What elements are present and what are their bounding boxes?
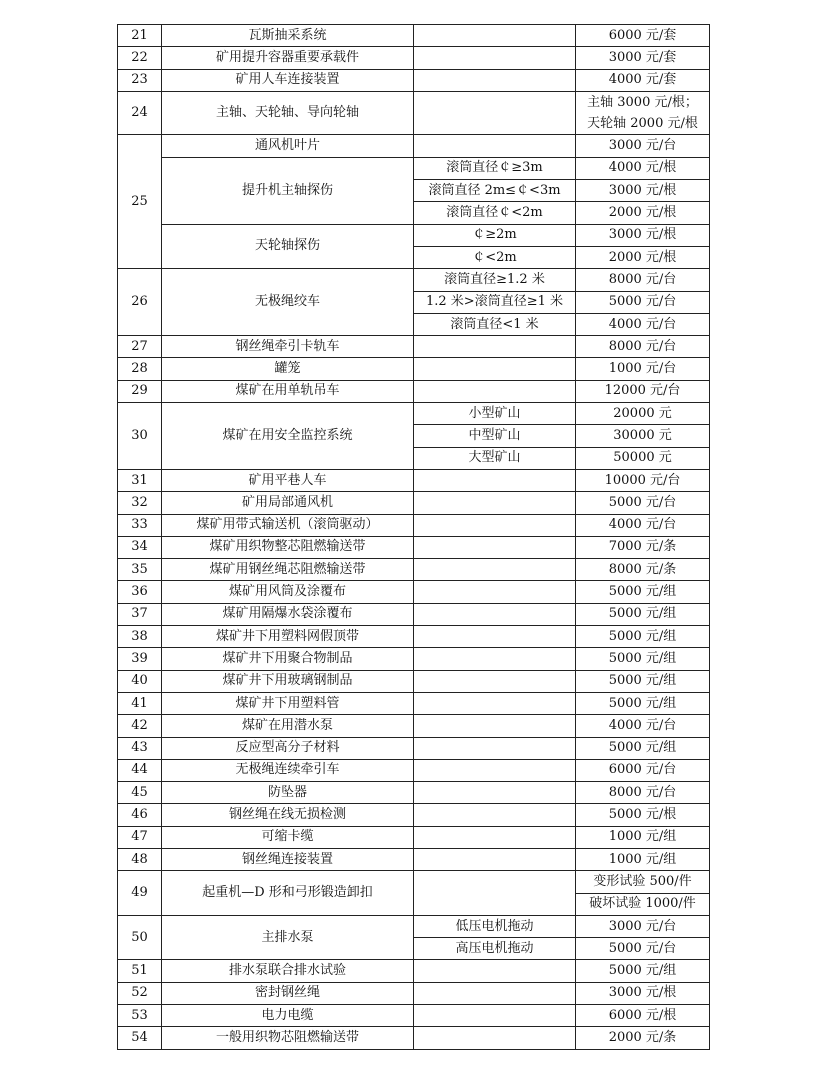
table-row	[118, 1027, 710, 1049]
table-row	[118, 514, 710, 536]
item-fee: 4000 元/根	[576, 157, 710, 179]
item-name: 煤矿用隔爆水袋涂覆布	[162, 603, 414, 625]
item-sub	[414, 559, 576, 581]
item-sub	[414, 692, 576, 714]
item-no: 21	[118, 25, 162, 47]
item-no: 34	[118, 536, 162, 558]
item-name: 一般用织物芯阻燃输送带	[162, 1027, 414, 1049]
item-no: 39	[118, 648, 162, 670]
item-name: 煤矿用织物整芯阻燃输送带	[162, 536, 414, 558]
item-no: 42	[118, 715, 162, 737]
item-sub	[414, 626, 576, 648]
item-name: 钢丝绳连接装置	[162, 848, 414, 870]
item-no: 29	[118, 380, 162, 402]
item-no: 48	[118, 848, 162, 870]
table-row	[118, 871, 710, 893]
item-sub: 1.2 米>滚筒直径≥1 米	[414, 291, 576, 313]
item-name: 矿用人车连接装置	[162, 69, 414, 91]
table-row	[118, 47, 710, 69]
item-name: 煤矿在用单轨吊车	[162, 380, 414, 402]
item-fee: 8000 元/台	[576, 269, 710, 291]
item-sub	[414, 91, 576, 135]
table-row	[118, 737, 710, 759]
table-row	[118, 559, 710, 581]
item-name: 煤矿井下用玻璃钢制品	[162, 670, 414, 692]
item-fee: 3000 元/套	[576, 47, 710, 69]
item-fee: 12000 元/台	[576, 380, 710, 402]
table-row	[118, 358, 710, 380]
item-name: 排水泵联合排水试验	[162, 960, 414, 982]
item-sub	[414, 69, 576, 91]
item-fee: 20000 元	[576, 403, 710, 425]
item-fee: 4000 元/台	[576, 313, 710, 335]
item-sub	[414, 1027, 576, 1049]
item-sub	[414, 715, 576, 737]
item-fee: 3000 元/台	[576, 915, 710, 937]
table-row	[118, 603, 710, 625]
item-fee: 5000 元/组	[576, 960, 710, 982]
item-no: 22	[118, 47, 162, 69]
table-row	[118, 848, 710, 870]
item-no: 41	[118, 692, 162, 714]
item-sub: 小型矿山	[414, 403, 576, 425]
item-name: 通风机叶片	[162, 135, 414, 157]
item-name: 煤矿用钢丝绳芯阻燃输送带	[162, 559, 414, 581]
table-row	[118, 536, 710, 558]
item-no: 51	[118, 960, 162, 982]
item-fee: 5000 元/台	[576, 938, 710, 960]
item-name: 无极绳绞车	[162, 269, 414, 336]
item-sub: ￠≥2m	[414, 224, 576, 246]
item-fee: 5000 元/台	[576, 492, 710, 514]
item-name: 煤矿在用安全监控系统	[162, 403, 414, 470]
table-row	[118, 960, 710, 982]
item-no: 40	[118, 670, 162, 692]
table-row	[118, 336, 710, 358]
item-name: 煤矿井下用塑料网假顶带	[162, 626, 414, 648]
item-sub	[414, 982, 576, 1004]
item-fee: 5000 元/台	[576, 291, 710, 313]
item-fee: 主轴 3000 元/根；	[576, 91, 710, 113]
item-fee: 6000 元/台	[576, 759, 710, 781]
item-fee: 2000 元/条	[576, 1027, 710, 1049]
item-sub	[414, 737, 576, 759]
item-sub	[414, 826, 576, 848]
item-name: 防坠器	[162, 782, 414, 804]
item-fee: 8000 元/条	[576, 559, 710, 581]
item-name: 反应型高分子材料	[162, 737, 414, 759]
table-row	[118, 581, 710, 603]
table-row	[118, 670, 710, 692]
item-sub: 高压电机拖动	[414, 938, 576, 960]
item-fee: 破坏试验 1000/件	[576, 893, 710, 915]
item-no: 28	[118, 358, 162, 380]
item-fee: 4000 元/台	[576, 514, 710, 536]
item-sub	[414, 648, 576, 670]
item-fee: 5000 元/组	[576, 581, 710, 603]
item-no: 45	[118, 782, 162, 804]
item-sub	[414, 603, 576, 625]
item-no: 53	[118, 1005, 162, 1027]
item-no: 35	[118, 559, 162, 581]
item-fee: 10000 元/台	[576, 469, 710, 491]
item-no: 37	[118, 603, 162, 625]
item-fee: 3000 元/根	[576, 224, 710, 246]
item-sub: 滚筒直径 2m≤￠<3m	[414, 180, 576, 202]
item-no: 36	[118, 581, 162, 603]
item-name: 煤矿用带式输送机（滚筒驱动）	[162, 514, 414, 536]
item-name: 矿用平巷人车	[162, 469, 414, 491]
item-sub	[414, 581, 576, 603]
item-name: 主轴、天轮轴、导向轮轴	[162, 91, 414, 135]
table-row	[118, 157, 710, 179]
table-row	[118, 692, 710, 714]
item-no: 27	[118, 336, 162, 358]
item-no: 52	[118, 982, 162, 1004]
table-row	[118, 915, 710, 937]
item-sub	[414, 25, 576, 47]
item-no: 23	[118, 69, 162, 91]
item-name: 密封钢丝绳	[162, 982, 414, 1004]
item-fee: 4000 元/套	[576, 69, 710, 91]
table-row	[118, 135, 710, 157]
table-row	[118, 826, 710, 848]
item-name: 煤矿在用潜水泵	[162, 715, 414, 737]
item-sub	[414, 670, 576, 692]
item-sub	[414, 871, 576, 916]
item-name: 瓦斯抽采系统	[162, 25, 414, 47]
item-name: 矿用提升容器重要承载件	[162, 47, 414, 69]
item-name: 罐笼	[162, 358, 414, 380]
item-sub	[414, 47, 576, 69]
item-name: 煤矿用风筒及涂覆布	[162, 581, 414, 603]
item-no: 32	[118, 492, 162, 514]
item-fee: 3000 元/根	[576, 982, 710, 1004]
item-no: 47	[118, 826, 162, 848]
item-sub	[414, 1005, 576, 1027]
item-name: 电力电缆	[162, 1005, 414, 1027]
table-row	[118, 759, 710, 781]
item-name: 煤矿井下用塑料管	[162, 692, 414, 714]
item-no: 31	[118, 469, 162, 491]
table-row	[118, 469, 710, 491]
item-sub	[414, 380, 576, 402]
item-sub	[414, 469, 576, 491]
item-name: 钢丝绳牵引卡轨车	[162, 336, 414, 358]
item-sub: ￠<2m	[414, 246, 576, 268]
item-sub: 滚筒直径￠<2m	[414, 202, 576, 224]
table-row	[118, 69, 710, 91]
table-row	[118, 269, 710, 291]
item-no: 30	[118, 403, 162, 470]
item-name: 起重机—D 形和弓形锻造卸扣	[162, 871, 414, 916]
item-fee: 6000 元/根	[576, 1005, 710, 1027]
table-row	[118, 1005, 710, 1027]
fee-table	[117, 24, 710, 1050]
item-fee: 8000 元/台	[576, 782, 710, 804]
table-row	[118, 91, 710, 113]
item-fee: 50000 元	[576, 447, 710, 469]
item-sub	[414, 492, 576, 514]
item-fee: 5000 元/组	[576, 626, 710, 648]
item-sub	[414, 358, 576, 380]
item-no: 25	[118, 135, 162, 269]
item-fee: 5000 元/组	[576, 603, 710, 625]
item-fee: 5000 元/组	[576, 692, 710, 714]
table-row	[118, 982, 710, 1004]
item-sub	[414, 514, 576, 536]
item-no: 24	[118, 91, 162, 135]
item-fee: 1000 元/组	[576, 826, 710, 848]
item-sub	[414, 135, 576, 157]
item-name: 矿用局部通风机	[162, 492, 414, 514]
item-fee: 2000 元/根	[576, 246, 710, 268]
table-row	[118, 626, 710, 648]
item-sub	[414, 536, 576, 558]
item-name: 钢丝绳在线无损检测	[162, 804, 414, 826]
item-name: 主排水泵	[162, 915, 414, 960]
item-fee: 1000 元/组	[576, 848, 710, 870]
table-row	[118, 715, 710, 737]
item-fee: 2000 元/根	[576, 202, 710, 224]
item-fee: 4000 元/台	[576, 715, 710, 737]
item-fee: 1000 元/台	[576, 358, 710, 380]
table-row	[118, 25, 710, 47]
item-fee: 6000 元/套	[576, 25, 710, 47]
table-row	[118, 648, 710, 670]
item-sub	[414, 336, 576, 358]
item-fee: 5000 元/组	[576, 737, 710, 759]
item-no: 44	[118, 759, 162, 781]
item-sub: 大型矿山	[414, 447, 576, 469]
item-sub: 滚筒直径￠≥3m	[414, 157, 576, 179]
table-row	[118, 403, 710, 425]
table-row	[118, 804, 710, 826]
item-sub	[414, 960, 576, 982]
item-sub	[414, 848, 576, 870]
item-no: 49	[118, 871, 162, 916]
table-row	[118, 492, 710, 514]
item-fee: 30000 元	[576, 425, 710, 447]
item-name: 可缩卡缆	[162, 826, 414, 848]
item-sub: 滚筒直径≥1.2 米	[414, 269, 576, 291]
item-sub	[414, 804, 576, 826]
item-sub	[414, 759, 576, 781]
item-fee: 3000 元/台	[576, 135, 710, 157]
item-name: 提升机主轴探伤	[162, 157, 414, 224]
item-name: 无极绳连续牵引车	[162, 759, 414, 781]
item-no: 33	[118, 514, 162, 536]
item-no: 38	[118, 626, 162, 648]
item-fee: 天轮轴 2000 元/根	[576, 113, 710, 135]
item-fee: 变形试验 500/件	[576, 871, 710, 893]
item-no: 43	[118, 737, 162, 759]
table-row	[118, 380, 710, 402]
item-no: 46	[118, 804, 162, 826]
item-fee: 5000 元/组	[576, 648, 710, 670]
item-fee: 8000 元/台	[576, 336, 710, 358]
item-fee: 5000 元/组	[576, 670, 710, 692]
item-fee: 5000 元/根	[576, 804, 710, 826]
item-fee: 7000 元/条	[576, 536, 710, 558]
table-row	[118, 224, 710, 246]
item-name: 煤矿井下用聚合物制品	[162, 648, 414, 670]
item-sub: 低压电机拖动	[414, 915, 576, 937]
item-sub	[414, 782, 576, 804]
item-sub: 中型矿山	[414, 425, 576, 447]
item-name: 天轮轴探伤	[162, 224, 414, 269]
item-fee: 3000 元/根	[576, 180, 710, 202]
item-sub: 滚筒直径<1 米	[414, 313, 576, 335]
item-no: 26	[118, 269, 162, 336]
item-no: 50	[118, 915, 162, 960]
table-row	[118, 782, 710, 804]
item-no: 54	[118, 1027, 162, 1049]
